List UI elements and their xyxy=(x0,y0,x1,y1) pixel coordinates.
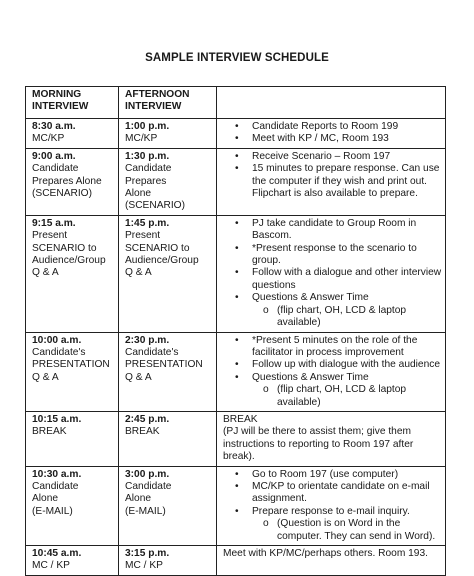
header-activity xyxy=(217,87,446,119)
activity-item: • *Present response to the scenario to group. xyxy=(223,243,442,268)
schedule-row xyxy=(26,411,446,466)
morning-detail: PRESENTATION xyxy=(32,359,110,371)
afternoon-detail: Alone xyxy=(125,188,152,200)
morning-time: 8:30 a.m. xyxy=(32,121,76,132)
morning-detail: SCENARIO to xyxy=(32,242,97,254)
document-title: SAMPLE INTERVIEW SCHEDULE xyxy=(145,52,329,64)
morning-detail: Q & A xyxy=(32,267,59,279)
activity-item: • Follow with a dialogue and other interview questions xyxy=(223,267,442,292)
morning-time: 9:15 a.m. xyxy=(32,217,76,229)
afternoon-detail: BREAK xyxy=(125,426,160,438)
afternoon-time: 1:45 p.m. xyxy=(125,217,170,229)
activity-cell xyxy=(217,148,446,215)
activity-subitem: o (Question is on Word in the computer. They can send in Word). xyxy=(223,518,442,543)
afternoon-detail: MC/KP xyxy=(125,133,158,145)
morning-time: 10:30 a.m. xyxy=(32,468,82,480)
morning-detail: (E-MAIL) xyxy=(32,505,73,517)
activity-item: • Follow up with dialogue with the audience xyxy=(223,359,442,371)
activity-item: • Meet with KP / MC, Room 193 xyxy=(223,133,442,145)
header-morning-line: MORNING xyxy=(32,89,82,100)
morning-time: 10:15 a.m. xyxy=(32,413,82,425)
morning-cell xyxy=(26,119,119,149)
schedule-row xyxy=(26,148,446,215)
header-morning-line: INTERVIEW xyxy=(32,101,89,113)
afternoon-detail: Audience/Group xyxy=(125,255,199,267)
activity-cell xyxy=(217,119,446,149)
afternoon-time: 1:00 p.m. xyxy=(125,121,170,132)
schedule-row xyxy=(26,466,446,545)
activity-item: • Questions & Answer Time xyxy=(223,372,442,384)
afternoon-detail: Alone xyxy=(125,493,152,505)
morning-detail: Candidate xyxy=(32,480,79,492)
activity-subitem: o (flip chart, OH, LCD & laptop available) xyxy=(223,305,442,330)
activity-cell xyxy=(217,215,446,332)
afternoon-time: 3:00 p.m. xyxy=(125,468,170,480)
activity-item: • Go to Room 197 (use computer) xyxy=(223,469,442,481)
morning-detail: Present xyxy=(32,230,68,242)
header-afternoon xyxy=(119,87,217,119)
morning-cell xyxy=(26,148,119,215)
afternoon-time: 3:15 p.m. xyxy=(125,548,170,559)
afternoon-time: 1:30 p.m. xyxy=(125,150,170,162)
activity-list xyxy=(223,151,442,201)
afternoon-cell xyxy=(119,546,217,576)
schedule-table-body xyxy=(26,87,446,576)
activity-list xyxy=(223,335,442,409)
activity-cell xyxy=(217,411,446,466)
morning-cell xyxy=(26,215,119,332)
afternoon-detail: PRESENTATION xyxy=(125,359,203,371)
activity-list xyxy=(223,414,442,464)
morning-detail: MC/KP xyxy=(32,133,65,145)
schedule-row xyxy=(26,332,446,411)
activity-cell xyxy=(217,332,446,411)
afternoon-cell xyxy=(119,215,217,332)
activity-cell xyxy=(217,546,446,576)
morning-time: 10:00 a.m. xyxy=(32,334,82,346)
morning-time: 9:00 a.m. xyxy=(32,150,76,162)
morning-detail: (SCENARIO) xyxy=(32,188,92,200)
afternoon-cell xyxy=(119,411,217,466)
schedule-table xyxy=(25,86,446,576)
morning-detail: BREAK xyxy=(32,426,67,438)
activity-item: Meet with KP/MC/perhaps others. Room 193. xyxy=(223,548,428,559)
schedule-row xyxy=(26,546,446,576)
afternoon-detail: Candidate Prepares xyxy=(125,163,172,187)
afternoon-detail: Q & A xyxy=(125,371,152,383)
activity-item: • PJ take candidate to Group Room in Bascom. xyxy=(223,218,442,243)
afternoon-time: 2:30 p.m. xyxy=(125,334,170,346)
activity-item: • Prepare response to e-mail inquiry. xyxy=(223,506,442,518)
header-morning xyxy=(26,87,119,119)
activity-list xyxy=(223,548,442,560)
morning-detail: Q & A xyxy=(32,371,59,383)
afternoon-detail: Present xyxy=(125,230,161,242)
schedule-row xyxy=(26,119,446,149)
activity-list xyxy=(223,469,442,543)
morning-detail: Audience/Group xyxy=(32,255,106,267)
activity-item: • Candidate Reports to Room 199 xyxy=(223,121,442,133)
activity-item: • Receive Scenario – Room 197 xyxy=(223,151,442,163)
activity-subitem: o (flip chart, OH, LCD & laptop available) xyxy=(223,384,442,409)
afternoon-detail: (E-MAIL) xyxy=(125,505,166,517)
activity-item: BREAK xyxy=(223,413,258,425)
morning-cell xyxy=(26,411,119,466)
afternoon-detail: Q & A xyxy=(125,267,152,279)
header-afternoon-line: INTERVIEW xyxy=(125,101,182,113)
header-afternoon-line: AFTERNOON xyxy=(125,89,190,100)
activity-item: • *Present 5 minutes on the role of the facilitator in process improvement xyxy=(223,335,442,360)
afternoon-cell xyxy=(119,148,217,215)
header-row xyxy=(26,87,446,119)
afternoon-detail: SCENARIO to xyxy=(125,242,190,254)
morning-cell xyxy=(26,546,119,576)
schedule-row xyxy=(26,215,446,332)
morning-detail: Candidate's xyxy=(32,346,86,358)
morning-detail: Prepares Alone xyxy=(32,175,102,187)
activity-list xyxy=(223,218,442,330)
afternoon-detail: (SCENARIO) xyxy=(125,200,185,212)
afternoon-cell xyxy=(119,466,217,545)
activity-item: (PJ will be there to assist them; give them instructions to reporting to Room 197 after break). xyxy=(223,426,414,463)
morning-cell xyxy=(26,332,119,411)
morning-detail: Alone xyxy=(32,493,59,505)
activity-list xyxy=(223,121,442,146)
morning-time: 10:45 a.m. xyxy=(32,548,82,559)
morning-detail: MC / KP xyxy=(32,560,70,572)
afternoon-cell xyxy=(119,332,217,411)
activity-item: • MC/KP to orientate candidate on e-mail assignment. xyxy=(223,481,442,506)
activity-item: • Questions & Answer Time xyxy=(223,292,442,304)
afternoon-cell xyxy=(119,119,217,149)
activity-item: • 15 minutes to prepare response. Can use the computer if they wish and print out. Flipchart is also available to prepare. xyxy=(223,163,442,200)
afternoon-detail: Candidate xyxy=(125,480,172,492)
afternoon-time: 2:45 p.m. xyxy=(125,413,170,425)
morning-detail: Candidate xyxy=(32,163,79,175)
morning-cell xyxy=(26,466,119,545)
afternoon-detail: Candidate's xyxy=(125,346,179,358)
afternoon-detail: MC / KP xyxy=(125,560,163,572)
activity-cell xyxy=(217,466,446,545)
